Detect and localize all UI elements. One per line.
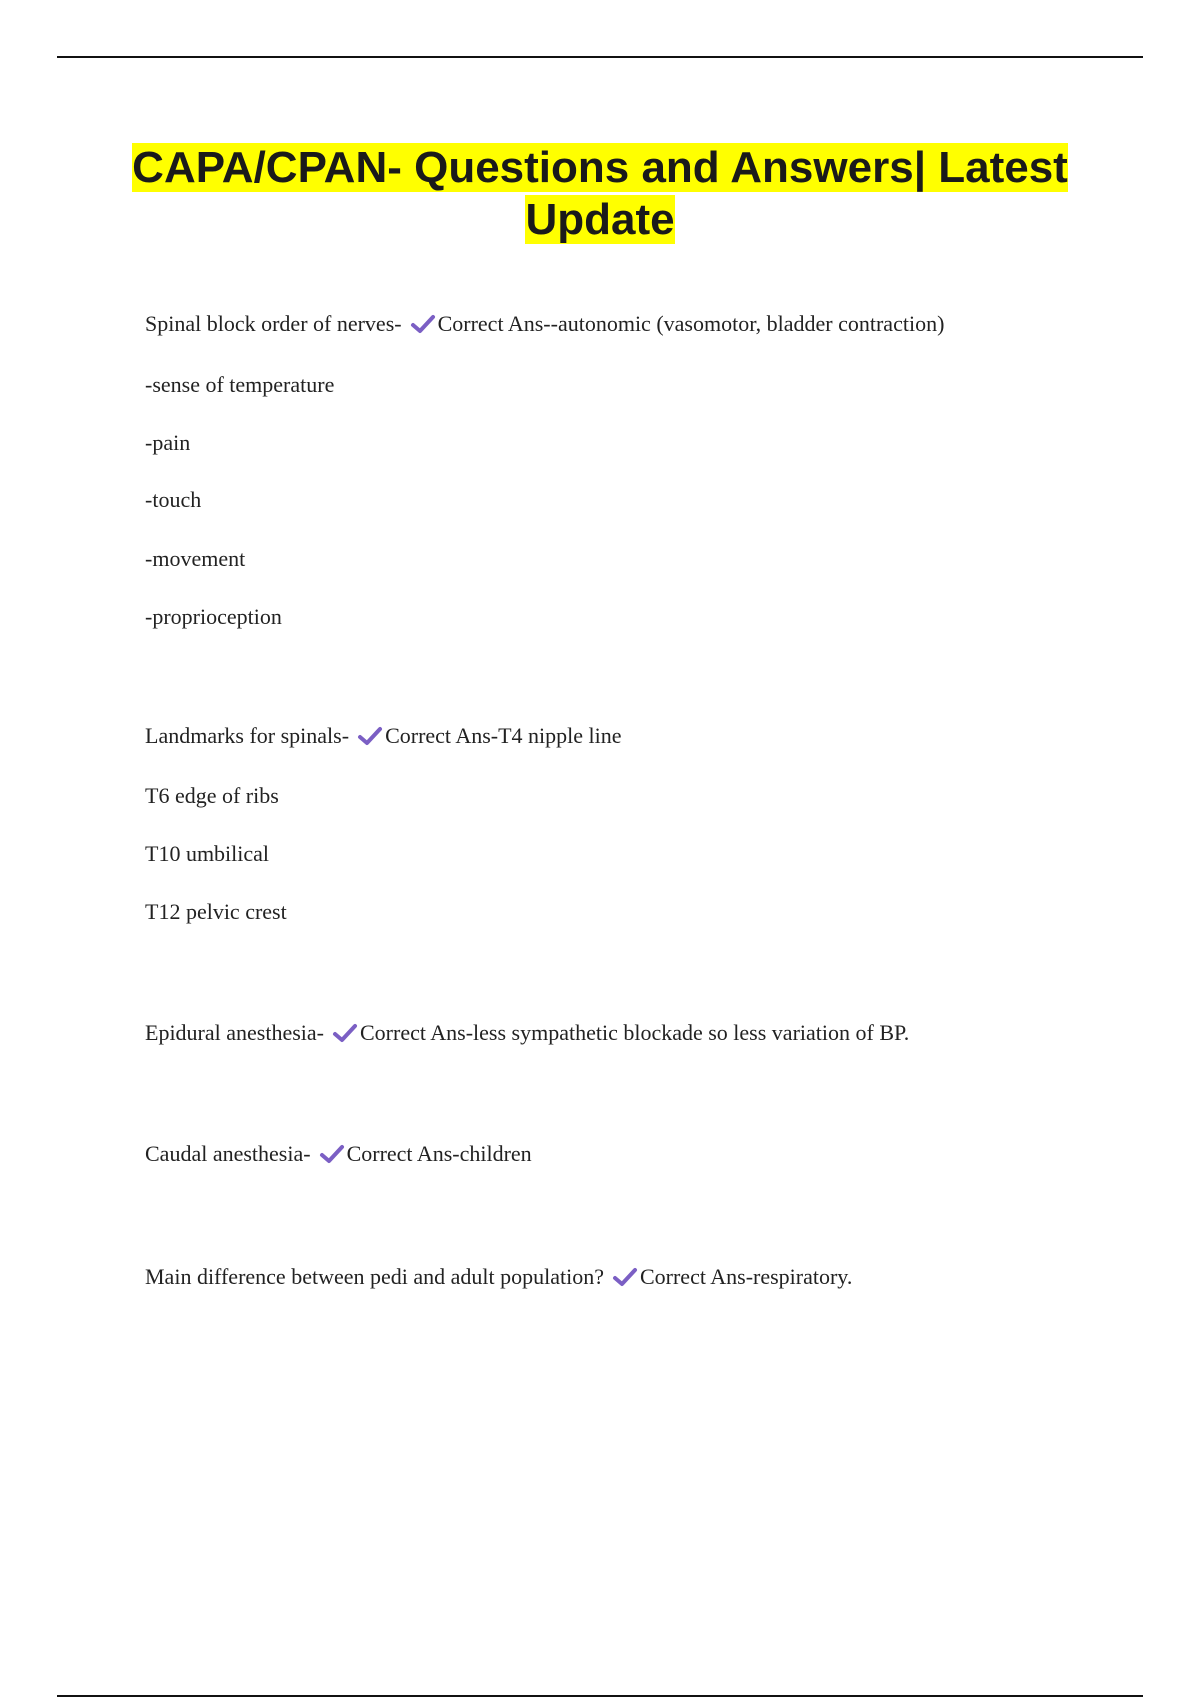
answer-text: Correct Ans-less sympathetic blockade so less variation of BP. [360, 1020, 910, 1045]
question-text: Spinal block order of nerves- [145, 311, 402, 336]
answer-text: Correct Ans-T4 nipple line [385, 723, 622, 748]
check-icon [357, 726, 383, 746]
title-line-2: Update [525, 195, 675, 244]
question-text: Epidural anesthesia- [145, 1020, 324, 1045]
answer-continuation: T10 umbilical [145, 841, 270, 866]
answer-text: Correct Ans-respiratory. [639, 1264, 853, 1289]
answer-continuation: -pain [145, 430, 191, 455]
question-text: Landmarks for spinals- [145, 723, 350, 748]
answer-continuation: -touch [145, 487, 202, 512]
answer-continuation: -proprioception [145, 604, 282, 629]
question-text: Caudal anesthesia- [145, 1141, 311, 1166]
qa-item-4 [145, 1140, 532, 1168]
qa-item-2 [145, 722, 622, 750]
qa-item-3 [145, 1019, 909, 1047]
answer-continuation: T6 edge of ribs [145, 783, 279, 808]
answer-text: Correct Ans-children [346, 1141, 532, 1166]
title-line-1: CAPA/CPAN- Questions and Answers| Latest [132, 143, 1068, 192]
page-title [100, 142, 1100, 246]
qa-item-5 [145, 1263, 852, 1291]
check-icon [410, 314, 436, 334]
answer-continuation: T12 pelvic crest [145, 899, 287, 924]
qa-item-1 [145, 310, 944, 338]
top-rule [57, 56, 1143, 58]
answer-continuation: -sense of temperature [145, 372, 335, 397]
check-icon [332, 1023, 358, 1043]
check-icon [319, 1144, 345, 1164]
bottom-rule [57, 1695, 1143, 1697]
question-text: Main difference between pedi and adult population? [145, 1264, 604, 1289]
answer-text: Correct Ans--autonomic (vasomotor, bladder contraction) [437, 311, 945, 336]
check-icon [612, 1267, 638, 1287]
answer-continuation: -movement [145, 546, 246, 571]
